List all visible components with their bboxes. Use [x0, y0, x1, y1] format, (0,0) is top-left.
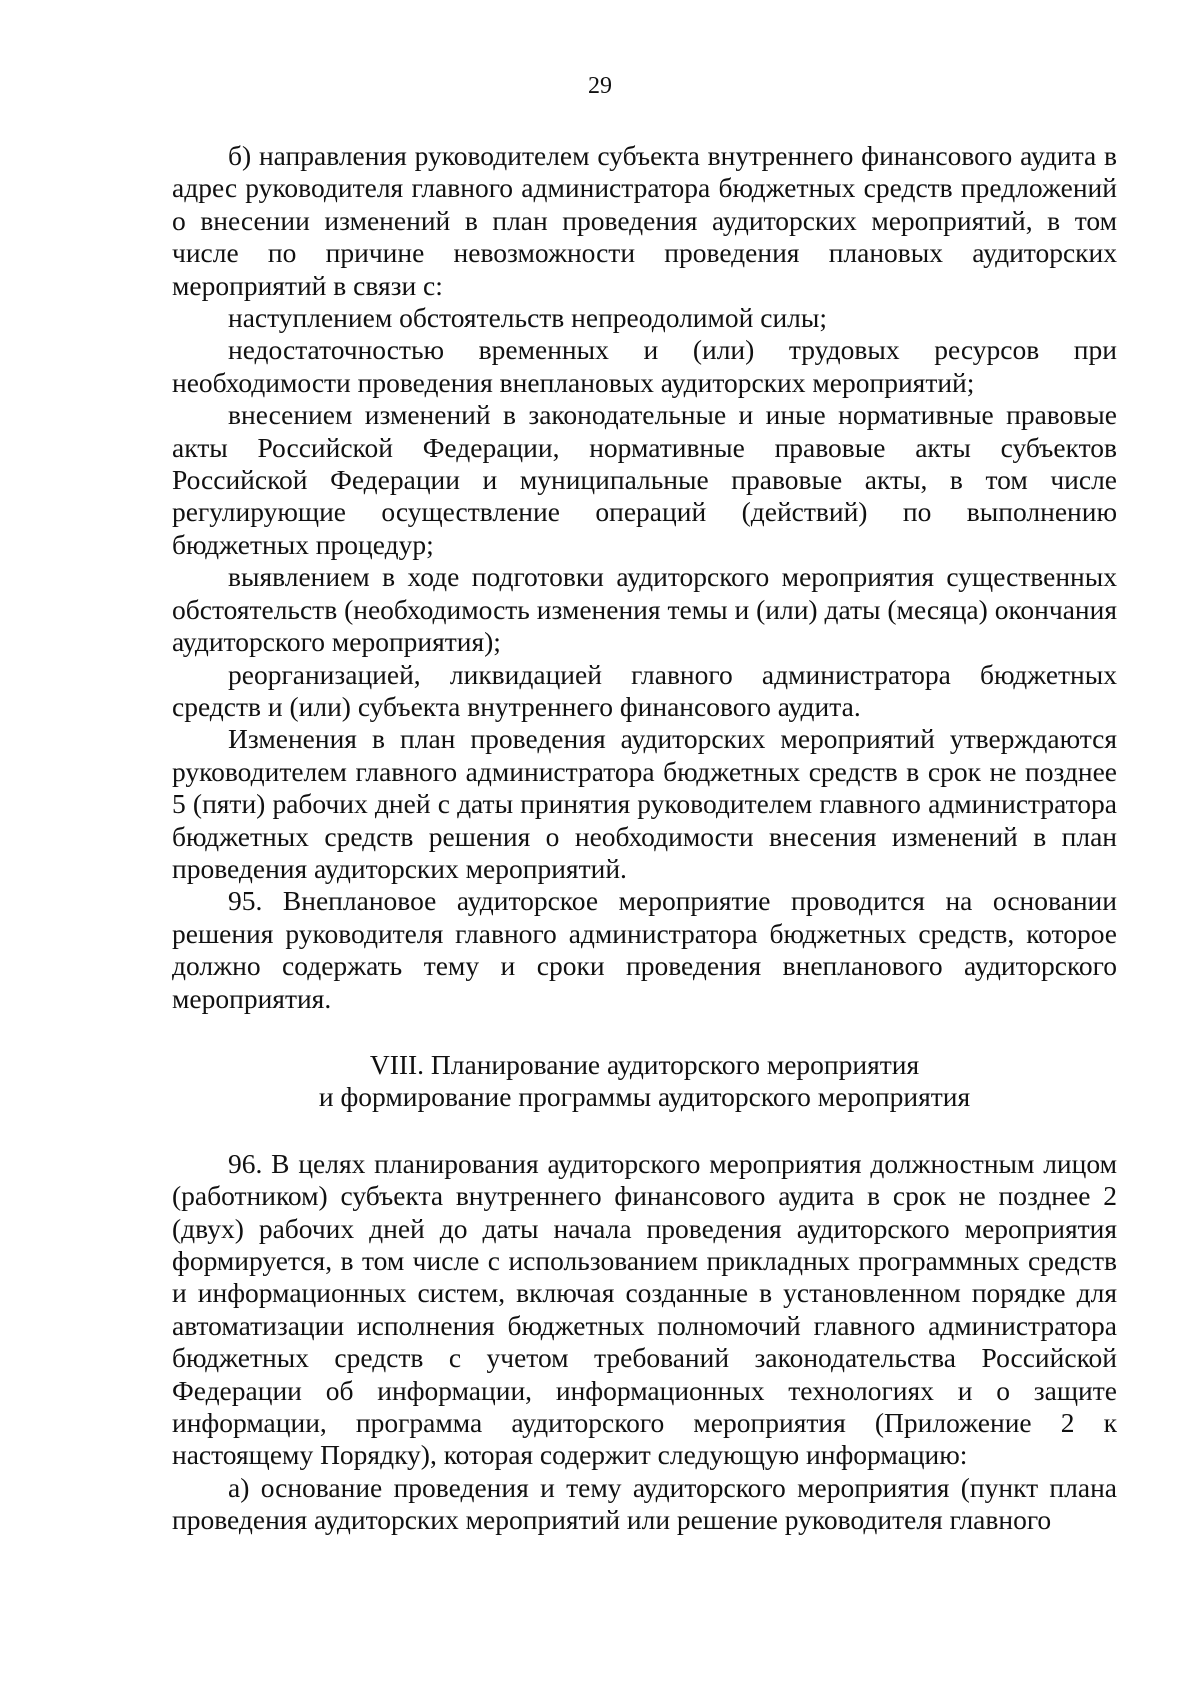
paragraph-95-unplanned-audit: 95. Внеплановое аудиторское мероприятие проводится на основании решения руководителя главного администратора бюджетных средств, которое должно содержать тему и сроки проведения внепланового аудиторского мероприятия.: [172, 885, 1117, 1014]
paragraph-force-majeure: наступлением обстоятельств непреодолимой силы;: [228, 302, 828, 334]
section-heading: [172, 1049, 1117, 1114]
paragraph-plan-changes-approval: Изменения в план проведения аудиторских мероприятий утверждаются руководителем главного администратора бюджетных средств в срок не позднее 5 (пяти) рабочих дней с даты принятия руководителем главного администратора бюджетных средств решения о необходимости внесения изменений в план проведения аудиторских мероприятий.: [172, 723, 1117, 884]
page-number: 29: [588, 73, 612, 99]
paragraph-legislation-changes: внесением изменений в законодательные и иные нормативные правовые акты Российской Федерации, нормативные правовые акты субъектов Российской Федерации и муниципальные правовые акты, в том числе регулирующие осуществление операций (действий) по выполнению бюджетных процедур;: [172, 399, 1117, 560]
paragraph-b-proposals: б) направления руководителем субъекта внутреннего финансового аудита в адрес руководителя главного администратора бюджетных средств предложений о внесении изменений в план проведения аудиторских мероприятий, в том числе по причине невозможности проведения плановых аудиторских мероприятий в связи с:: [172, 140, 1117, 301]
document-body: [172, 140, 1117, 1537]
paragraph-96-audit-program: 96. В целях планирования аудиторского мероприятия должностным лицом (работником) субъекта внутреннего финансового аудита в срок не позднее 2 (двух) рабочих дней до даты начала проведения аудиторского мероприятия формируется, в том числе с использованием прикладных программных средств и информационных систем, включая созданные в установленном порядке для автоматизации исполнения бюджетных полномочий главного администратора бюджетных средств с учетом требований законодательства Российской Федерации об информации, информационных технологиях и о защите информации, программа аудиторского мероприятия (Приложение 2 к настоящему Порядку), которая содержит следующую информацию:: [172, 1147, 1117, 1471]
section-heading-line-2: и формирование программы аудиторского мероприятия: [318, 1081, 971, 1113]
paragraph-a-basis-and-topic: а) основание проведения и тему аудиторского мероприятия (пункт плана проведения аудиторских мероприятий или решение руководителя главного: [172, 1471, 1117, 1536]
section-heading-line-1: VIII. Планирование аудиторского мероприятия: [369, 1048, 920, 1080]
paragraph-insufficient-resources: недостаточностью временных и (или) трудовых ресурсов при необходимости проведения внеплановых аудиторских мероприятий;: [172, 334, 1117, 398]
paragraph-reorganization: реорганизацией, ликвидацией главного администратора бюджетных средств и (или) субъекта внутреннего финансового аудита.: [172, 658, 1117, 722]
paragraph-material-circumstances: выявлением в ходе подготовки аудиторского мероприятия существенных обстоятельств (необходимость изменения темы и (или) даты (месяца) окончания аудиторского мероприятия);: [172, 561, 1117, 658]
